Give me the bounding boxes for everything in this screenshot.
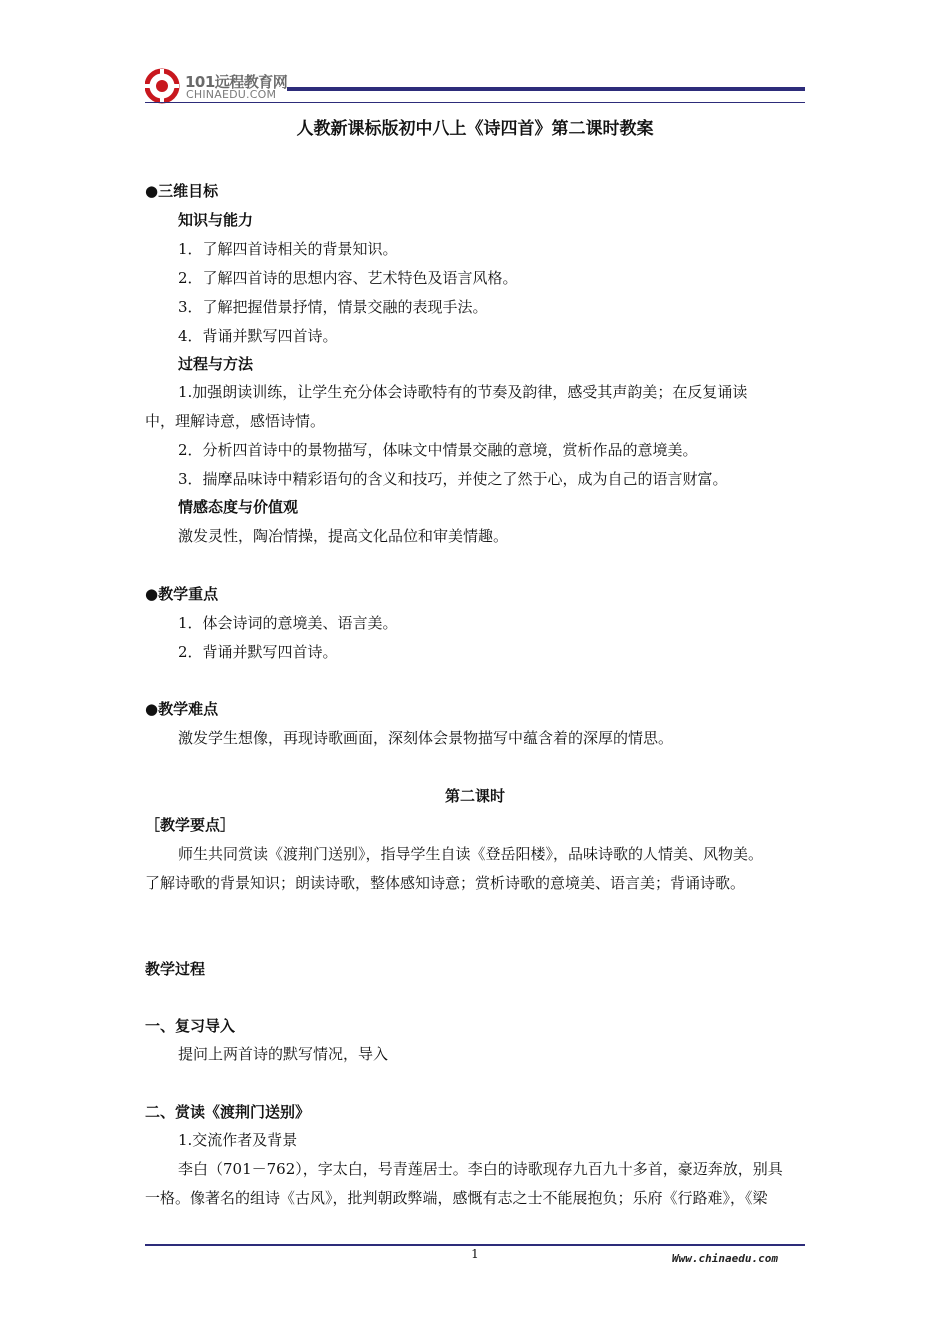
page-header	[145, 62, 805, 107]
difficulties-heading: ●教学难点	[145, 700, 219, 718]
goals-heading: ●三维目标	[145, 182, 219, 200]
key-point-item: 2．背诵并默写四首诗。	[178, 643, 338, 661]
site-logo[interactable]	[145, 66, 288, 106]
logo-english-name: CHINAEDU.COM	[186, 88, 277, 101]
lesson-points-text: 师生共同赏读《渡荆门送别》，指导学生自读《登岳阳楼》，品味诗歌的人情美、风物美。	[178, 845, 764, 863]
key-points-heading: ●教学重点	[145, 585, 219, 603]
footer-site-url[interactable]: Www.chinaedu.com	[672, 1252, 778, 1265]
page-number: 1	[471, 1247, 479, 1261]
knowledge-item: 3．了解把握借景抒情，情景交融的表现手法。	[178, 298, 488, 316]
knowledge-heading: 知识与能力	[178, 211, 254, 229]
knowledge-item: 4．背诵并默写四首诗。	[178, 327, 338, 345]
key-point-item: 1．体会诗词的意境美、语言美。	[178, 614, 398, 632]
section-2-text: 李白（701－762），字太白，号青莲居士。李白的诗歌现存九百九十多首，豪迈奔放，别具	[178, 1160, 783, 1178]
knowledge-item: 1．了解四首诗相关的背景知识。	[178, 240, 398, 258]
document-title: 人教新课标版初中八上《诗四首》第二课时教案	[296, 119, 654, 139]
header-rule-thick	[287, 87, 805, 91]
process-heading: 过程与方法	[178, 355, 254, 373]
emotion-text: 激发灵性，陶冶情操，提高文化品位和审美情趣。	[178, 527, 509, 545]
chinaedu-logo-icon	[145, 66, 185, 106]
process-item-continued: 中，理解诗意，感悟诗情。	[145, 412, 326, 430]
lesson-heading: 第二课时	[444, 787, 505, 805]
section-1-text: 提问上两首诗的默写情况，导入	[178, 1045, 389, 1063]
header-rule-thin	[145, 102, 805, 103]
section-2-subheading: 1.交流作者及背景	[178, 1131, 298, 1149]
section-2-text-continued: 一格。像著名的组诗《古风》，批判朝政弊端，感慨有志之士不能展抱负；乐府《行路难》，《梁	[145, 1189, 768, 1207]
knowledge-item: 2．了解四首诗的思想内容、艺术特色及语言风格。	[178, 269, 518, 287]
lesson-points-text-continued: 了解诗歌的背景知识；朗读诗歌，整体感知诗意；赏析诗歌的意境美、语言美；背诵诗歌。	[145, 874, 746, 892]
section-1-heading: 一、复习导入	[145, 1017, 236, 1035]
section-2-heading: 二、赏读《渡荆门送别》	[145, 1103, 311, 1121]
process-item: 2．分析四首诗中的景物描写，体味文中情景交融的意境，赏析作品的意境美。	[178, 441, 698, 459]
process-item: 3．揣摩品味诗中精彩语句的含义和技巧，并使之了然于心，成为自己的语言财富。	[178, 470, 728, 488]
process-section-heading: 教学过程	[145, 960, 206, 978]
emotion-heading: 情感态度与价值观	[178, 498, 299, 516]
lesson-points-label: ［教学要点］	[145, 816, 236, 834]
logo-chinese-name: 101远程教育网	[185, 73, 288, 91]
process-item: 1.加强朗读训练，让学生充分体会诗歌特有的节奏及韵律，感受其声韵美；在反复诵读	[178, 383, 748, 401]
footer-rule	[145, 1244, 805, 1246]
difficulties-text: 激发学生想像，再现诗歌画面，深刻体会景物描写中蕴含着的深厚的情思。	[178, 729, 674, 747]
